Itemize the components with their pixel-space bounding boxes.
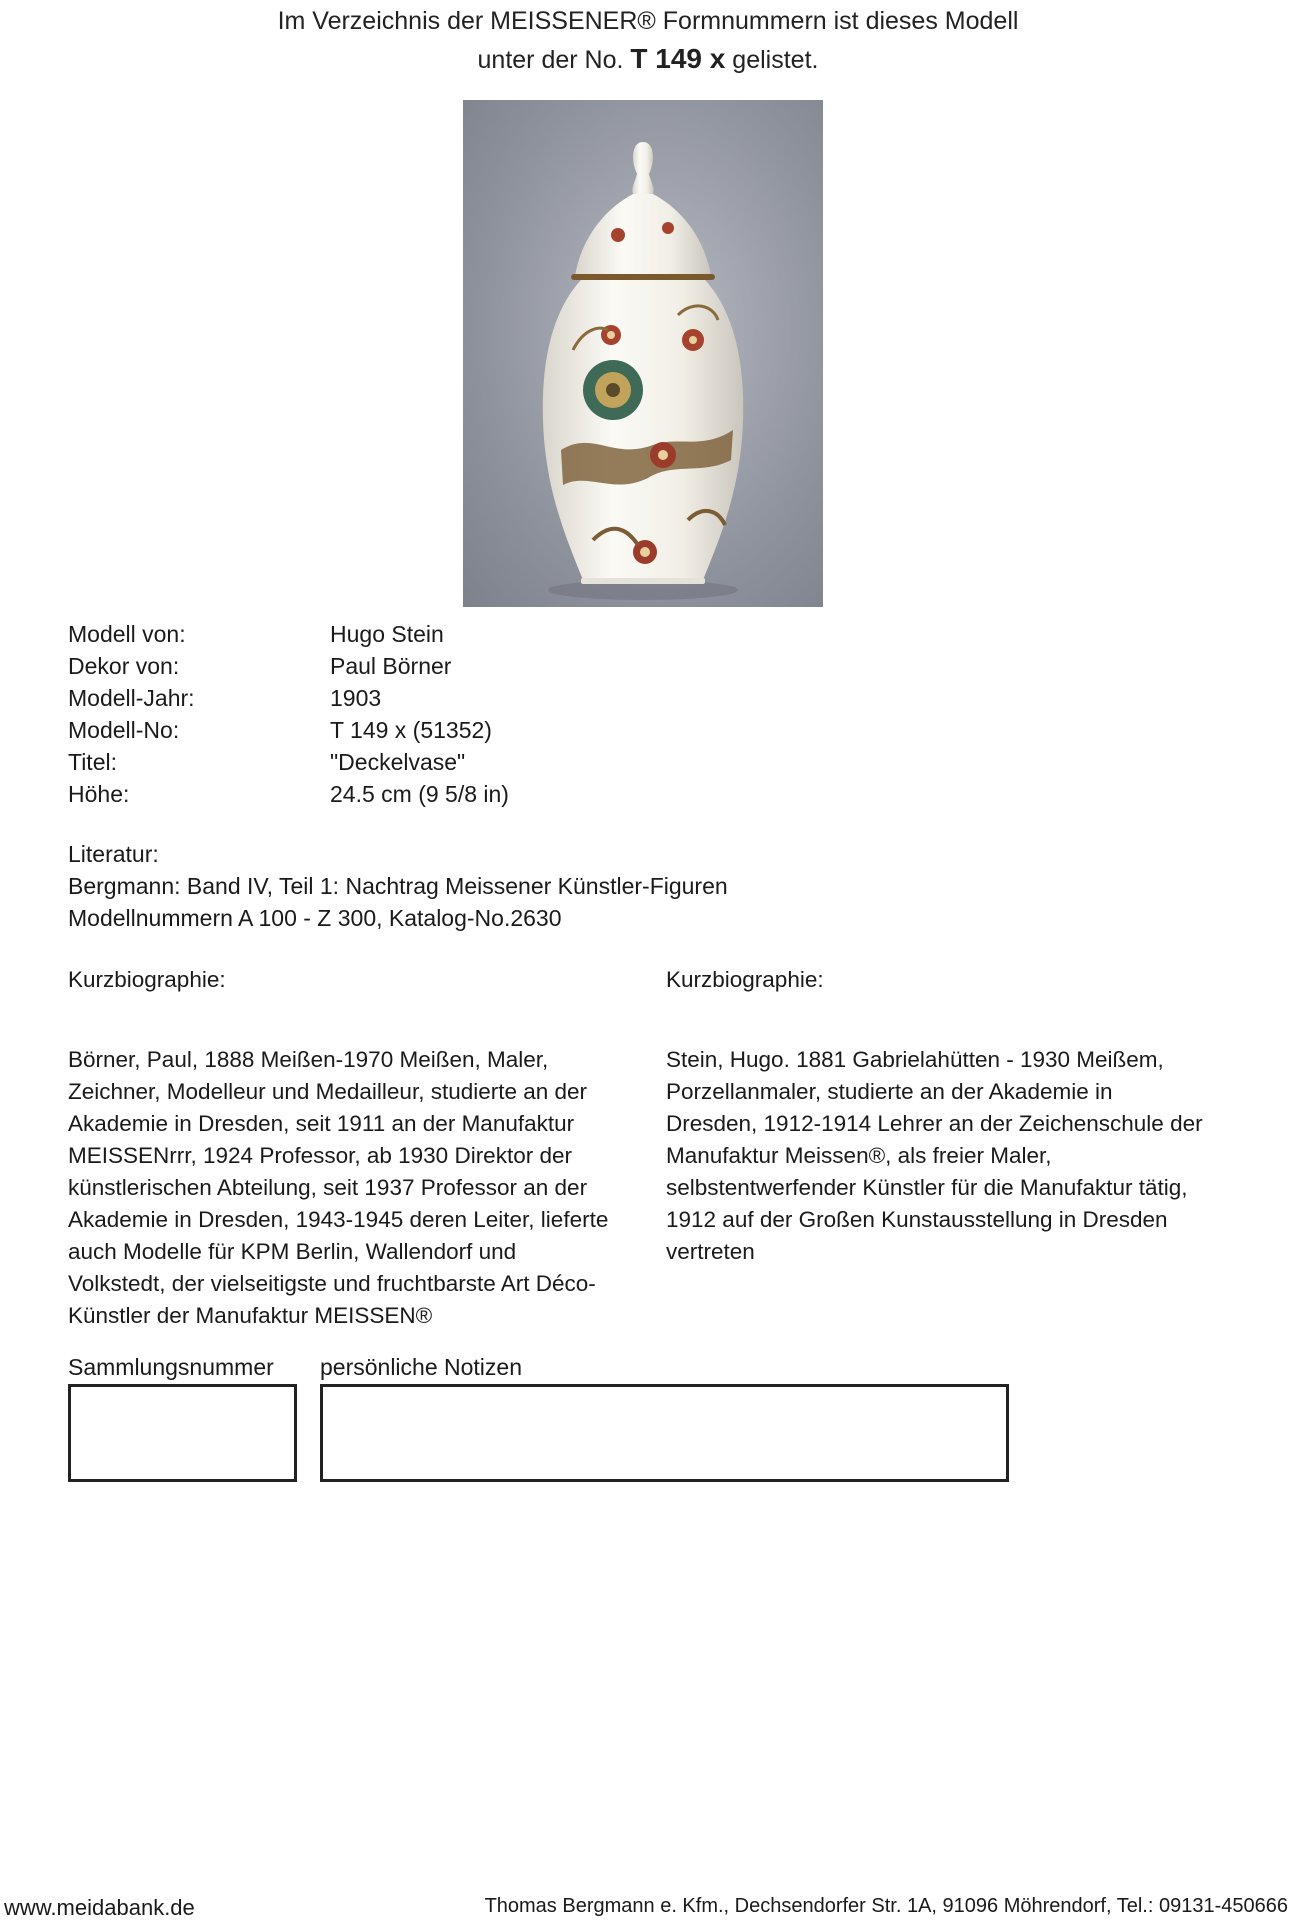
detail-value: 1903 [330,685,382,711]
bio-line: Stein, Hugo. 1881 Gabrielahütten - 1930 Meißem, [666,1047,1164,1072]
bio-line: Porzellanmaler, studierte an der Akademie in [666,1079,1113,1104]
detail-label: Höhe: [68,781,130,807]
detail-label: Dekor von: [68,653,180,679]
personal-notes-label: persönliche Notizen [320,1354,523,1380]
collection-number-box[interactable] [68,1384,297,1482]
bio-line: 1912 auf der Großen Kunstausstellung in Dresden [666,1207,1168,1232]
literature-line: Modellnummern A 100 - Z 300, Katalog-No.2630 [68,905,562,931]
detail-row [68,650,509,682]
bio-line: vertreten [666,1239,755,1264]
header-model-no: T 149 x [630,43,726,74]
bio-line: Zeichner, Modelleur und Medailleur, studierte an der [68,1079,588,1104]
biography-boerner [68,964,638,1332]
detail-row [68,714,509,746]
bio-text [666,1044,1256,1268]
vase-photo [463,100,823,607]
personal-notes-box[interactable] [320,1384,1009,1482]
biography-stein [666,964,1256,1268]
bio-line: auch Modelle für KPM Berlin, Wallendorf und [68,1239,517,1264]
detail-label: Modell-Jahr: [68,685,195,711]
literature-line: Bergmann: Band IV, Teil 1: Nachtrag Meissener Künstler-Figuren [68,873,728,899]
detail-value: Hugo Stein [330,621,444,647]
model-details [68,618,509,810]
detail-value: 24.5 cm (9 5/8 in) [330,781,509,807]
header-note [0,2,1296,79]
detail-row [68,778,509,810]
header-prefix: unter der No. [477,46,624,74]
bio-line: Volkstedt, der vielseitigste und fruchtbarste Art Déco- [68,1271,596,1296]
bio-line: Künstler der Manufaktur MEISSEN® [68,1303,433,1328]
header-line-1: Im Verzeichnis der MEISSENER® Formnummern ist dieses Modell [277,7,1019,35]
footer-website: www.meidabank.de [4,1895,195,1920]
literature-section [68,838,728,934]
detail-label: Modell-No: [68,717,180,743]
detail-row [68,618,509,650]
bio-line: MEISSENrrr, 1924 Professor, ab 1930 Direktor der [68,1143,572,1168]
bio-line: Akademie in Dresden, seit 1911 an der Manufaktur [68,1111,575,1136]
collection-number-label: Sammlungsnummer [68,1354,274,1380]
detail-value: T 149 x (51352) [330,717,492,743]
detail-row [68,682,509,714]
detail-value: "Deckelvase" [330,749,466,775]
bio-heading: Kurzbiographie: [68,967,226,992]
detail-row [68,746,509,778]
detail-value: Paul Börner [330,653,452,679]
bio-line: selbstentwerfender Künstler für die Manufaktur tätig, [666,1175,1188,1200]
bio-line: Börner, Paul, 1888 Meißen-1970 Meißen, Maler, [68,1047,549,1072]
bio-line: Dresden, 1912-1914 Lehrer an der Zeichenschule der [666,1111,1203,1136]
detail-label: Modell von: [68,621,186,647]
bio-heading: Kurzbiographie: [666,967,824,992]
footer-contact: Thomas Bergmann e. Kfm., Dechsendorfer Str. 1A, 91096 Möhrendorf, Tel.: 09131-450666 [484,1895,1288,1917]
bio-text [68,1044,638,1332]
literature-heading: Literatur: [68,841,159,867]
header-suffix: gelistet. [732,46,819,74]
bio-line: künstlerischen Abteilung, seit 1937 Professor an der [68,1175,588,1200]
header-line-2 [0,40,1296,79]
bio-line: Manufaktur Meissen®, als freier Maler, [666,1143,1052,1168]
detail-label: Titel: [68,749,117,775]
bio-line: Akademie in Dresden, 1943-1945 deren Leiter, lieferte [68,1207,609,1232]
